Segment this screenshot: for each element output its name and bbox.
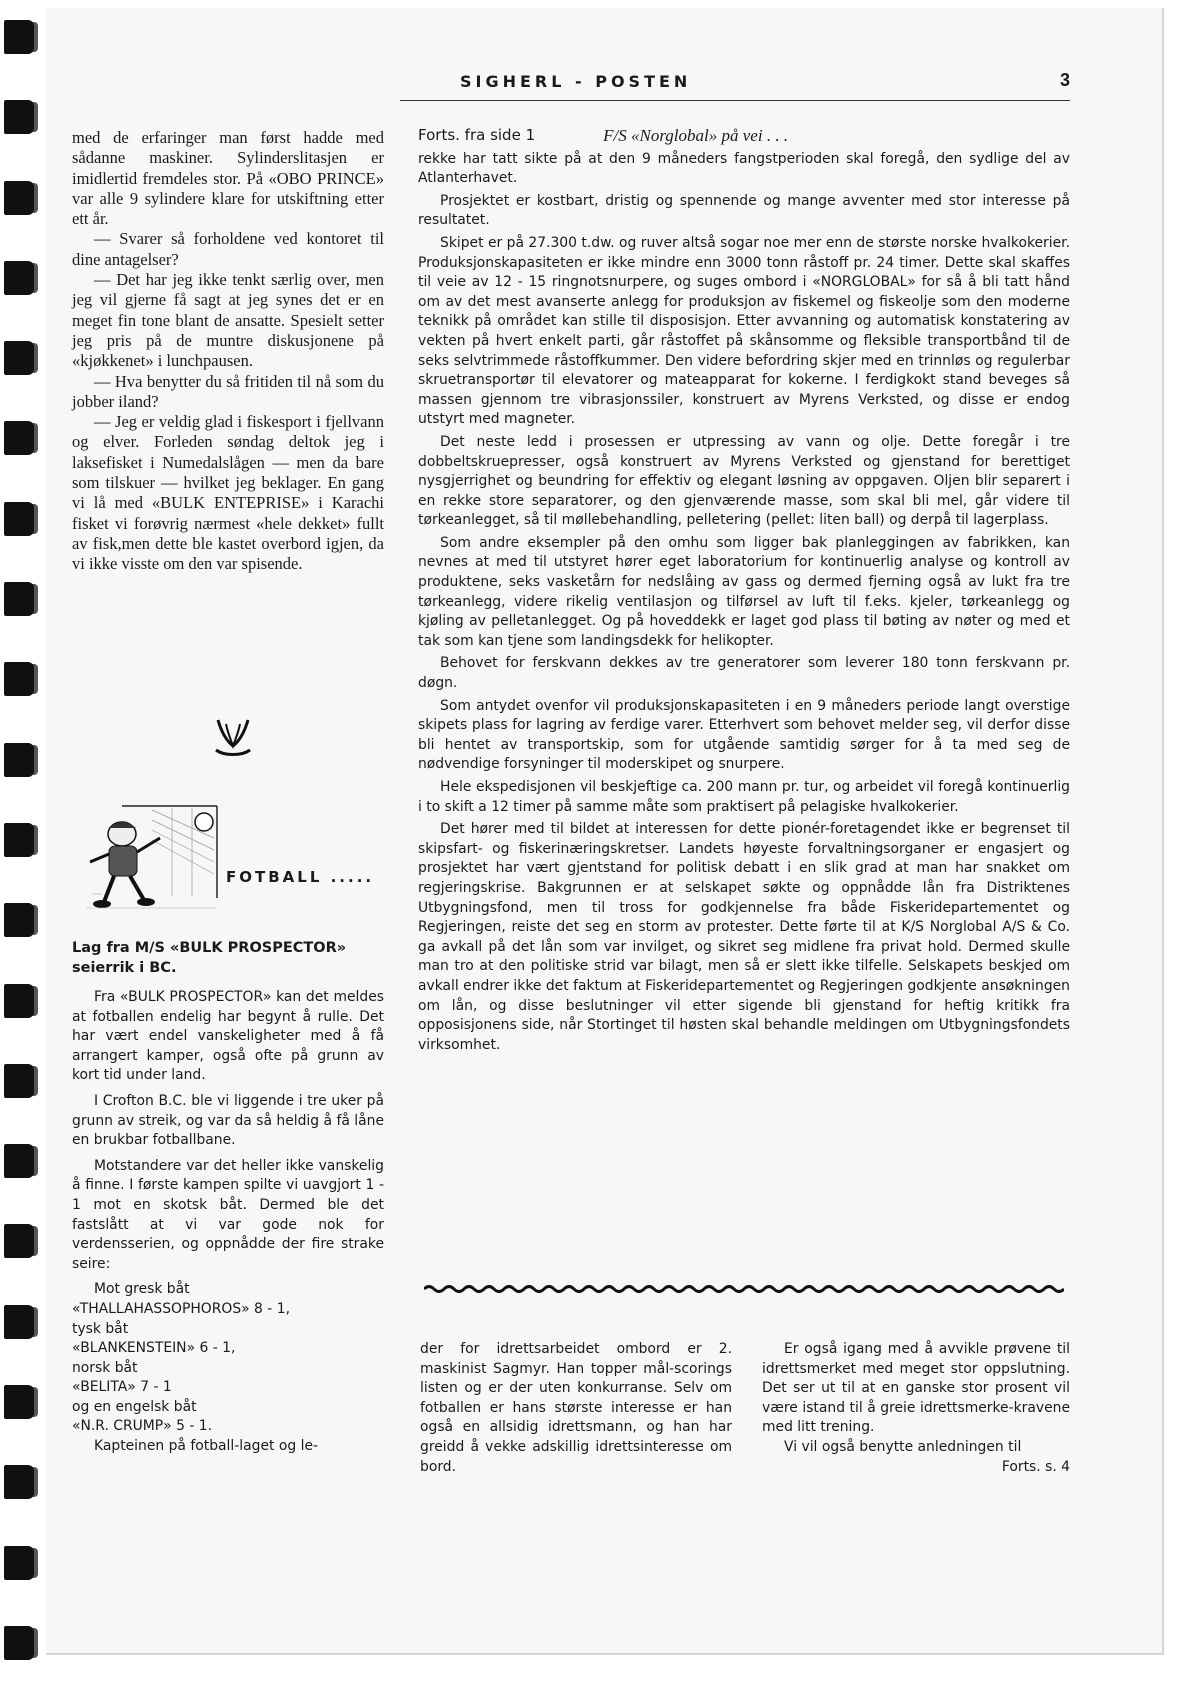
- fotball-heading: Lag fra M/S «BULK PROSPECTOR» seierrik i BC.: [72, 940, 347, 976]
- interview-paragraph: med de erfaringer man først hadde med sådanne maskiner. Sylinderslitasjen er imidlertid fremdeles stor. På «OBO PRINCE» var alle 9 sylindere klare for utskiftning etter ett år.: [72, 128, 384, 229]
- fotball-continuation-paragraph: der for idrettsarbeidet ombord er 2. maskinist Sagmyr. Han topper mål-scorings listen og er der uten konkurranse. Selv om fotballen er hans største interesse er han også en allsidig idrettsmann, og han har greidd å vekke adskillig idrettsinteresse om bord.: [420, 1341, 732, 1475]
- fotball-extra-column: [762, 1340, 1070, 1477]
- article-paragraph: rekke har tatt sikte på at den 9 måneders fangstperioden skal foregå, den sydlige del av Atlanterhavet.: [418, 150, 1070, 187]
- article-paragraph: Prosjektet er kostbart, dristig og spennende og mange avventer med stor interesse på resultatet.: [418, 192, 1070, 229]
- article-paragraph: Behovet for ferskvann dekkes av tre generatorer som leverer 180 tonn ferskvann pr. døgn.: [418, 655, 1070, 692]
- result-line: «THALLAHASSOPHOROS» 8 - 1,: [72, 1300, 290, 1317]
- continued-note: Forts. s. 4: [1001, 1458, 1070, 1475]
- newsletter-title: SIGHERL - POSTEN: [460, 72, 692, 91]
- interview-column: [72, 128, 384, 575]
- fotball-closing-line: Kapteinen på fotball-laget og le-: [94, 1438, 318, 1455]
- fotball-extra-paragraph: Er også igang med å avvikle prøvene til idrettsmerket med meget stor oppslutning. Det ser ut til at en ganske stor prosent vil være istand til å greie idrettsmerke-kravene med litt trening.: [762, 1341, 1070, 1436]
- result-line: «BELITA» 7 - 1: [72, 1379, 172, 1396]
- wavy-divider-icon: [424, 1284, 1064, 1294]
- fotball-section-label: FOTBALL .....: [226, 868, 375, 886]
- article-paragraph: Det hører med til bildet at interessen for dette pionér-foretagendet ikke er begrenset til skipsfart- og fiskerinæringskretser. Landets høyeste forvaltningsorganer er engasjert og prosjektet har vært gjentstand for politisk debatt i en slik grad at man har snakket om regjeringskrise. Bakgrunnen er at selskapet søkte og oppnådde lån fra Distriktenes Utbygningsfond, men til tross for godkjennelse fra både Fiskeridepartementet og Regjeringen, reiste det seg en storm av protester. Dette førte til at K/S Norglobal A/S & Co. ga avkall på det lån som var invilget, og sikret seg midlene fra privat hold. Dermed skulle man tro at den politiske strid var bilagt, men så er slett ikke tilfelle. Selskapets beskjed om avkall endrer ikke det faktum at Fiskeridepartementet og Regjeringen godkjente ansøkningen om lån, og disse beslutninger vil etter sigende bli gjenstand for heftig kritikk fra opposisjonens side, når Stortinget til høsten skal behandle meldingen om Utbygningsfondets virksomhet.: [418, 821, 1070, 1053]
- continued-from-label: Forts. fra side 1: [418, 126, 536, 144]
- interview-paragraph: — Jeg er veldig glad i fiskesport i fjellvann og elver. Forleden søndag deltok jeg i laksefisket i Numedalslågen — men da bare som tilskuer — hvilket jeg beklager. En gang vi lå med «BULK ENTEPRISE» i Karachi fisket vi forøvrig nærmest «hele dekket» fullt av fisk,men dette ble kastet overbord igjen, da vi ikke visste om den var spisende.: [72, 412, 384, 574]
- interview-paragraph: — Svarer så forholdene ved kontoret til dine antagelser?: [72, 229, 384, 269]
- page-number: 3: [1059, 70, 1070, 90]
- fotball-continuation: [420, 1340, 732, 1477]
- article-paragraph: Det neste ledd i prosessen er utpressing av vann og olje. Dette foregår i tre dobbeltskruepresser, også konstruert av Myrens Verksted og gjenstand for berettiget nysgjerrighet og beundring for effektiv og elegant løsning av oppgaven. Oljen blir separert i en rekke store separatorer, og den gjenværende masse, som skal bli mel, går videre til tørkeanlegget, så til møllebehandling, pelletering (pellet: liten ball) og derpå til lagerplass.: [418, 433, 1070, 529]
- spiral-binding: [0, 20, 48, 1660]
- article-paragraph: Hele ekspedisjonen vil beskjeftige ca. 200 mann pr. tur, og arbeidet vil foregå kontinuerlig i to skift a 12 timer på samme måte som praktisert på pelagiske hvalkokerier.: [418, 779, 1070, 815]
- flourish-emblem-icon: [212, 716, 254, 760]
- football-player-cartoon: [82, 798, 222, 913]
- result-line: og en engelsk båt: [72, 1398, 197, 1415]
- fotball-extra-paragraph: Vi vil også benytte anledningen til: [784, 1438, 1022, 1455]
- article-title: F/S «Norglobal» på vei . . .: [603, 126, 789, 145]
- fotball-column: [72, 988, 384, 1457]
- fotball-paragraph: Fra «BULK PROSPECTOR» kan det meldes at fotballen endelig har begynt å rulle. Det har vært endel vanskeligheter med å få arrangert kamper, også ofte på grunn av kort tid under land.: [72, 989, 384, 1084]
- article-paragraph: Som antydet ovenfor vil produksjonskapasiteten i en 9 måneders periode langt overstige skipets plass for lagring av ferdige varer. Etterhvert som behovet melder seg, vil derfor disse bli hentet av transportskip, som for utgående samtidig sørger for å ta med seg de nødvendige forsyninger til moderskipet og snurpere.: [418, 697, 1070, 773]
- result-line: tysk båt: [72, 1320, 129, 1337]
- result-line: norsk båt: [72, 1359, 138, 1376]
- result-line: Mot gresk båt: [94, 1281, 190, 1298]
- article-paragraph: Som andre eksempler på den omhu som ligger bak planleggingen av fabrikken, kan nevnes at med til utstyret hører eget laboratorium for kontinuerlig analyse og kontroll av produktene, seks vasketårn for nedslåing av gass og dermed fjerning også av lukt fra tre tørkeanlegg, videre rikelig ventilasjon og tilførsel av luft til f.eks. kjeler, tørkeanlegg og kjøling av pelletanlegget. Og på hoveddekk er laget god plass til bøting av nøter og med et tak som kan tjene som landingsdekk for helikopter.: [418, 534, 1070, 649]
- article-paragraph: Skipet er på 27.300 t.dw. og ruver altså sogar noe mer enn de største norske hvalkokerier. Produksjonskapasiteten er ikke mindre enn 3000 tonn råstoff pr. 24 timer. Dette skal skaffes til veie av 12 - 15 ringnotsnurpere, og suges ombord i «NORGLOBAL» for så å bli tatt hånd om av det mest avanserte anlegg for produksjon av fiskemel og fiskeolje som den moderne teknikk på området kan stille til disposisjon. Etter avvanning og automatisk konstatering av vekten på hvert enkelt parti, går råstoffet på skånsomme og fleksible transportbånd til de seks selvtrimmede råstoffkummer. Den videre befordring skjer med en trinnløs og regulerbar skruetransportør til elevatorer og mateapparat for kokerne. I ferdigkokt stand beveges så massen gjennom tre vibrasjonssiler, konstruert av Myrens Verksted, og disse er endog utstyrt med magneter.: [418, 234, 1070, 428]
- fotball-paragraph: Motstandere var det heller ikke vanskelig å finne. I første kampen spilte vi uavgjort 1 - 1 mot en skotsk båt. Dermed ble det fastslått at vi var gode nok for verdensserien, og oppnådde der fire strake seire:: [72, 1157, 384, 1272]
- fotball-paragraph: I Crofton B.C. ble vi liggende i tre uker på grunn av streik, og var da så heldig å få låne en brukbar fotballbane.: [72, 1092, 384, 1149]
- result-line: «N.R. CRUMP» 5 - 1.: [72, 1418, 213, 1435]
- result-line: «BLANKENSTEIN» 6 - 1,: [72, 1340, 236, 1357]
- page-header: [400, 70, 1070, 101]
- interview-paragraph: — Hva benytter du så fritiden til nå som du jobber iland?: [72, 371, 384, 411]
- article-header-line: [418, 126, 1070, 146]
- norglobal-article: [418, 126, 1070, 1058]
- interview-paragraph: — Det har jeg ikke tenkt særlig over, men jeg vil gjerne få sagt at jeg synes det er en meget fin tone blant de ansatte. Spesielt setter jeg pris på de muntre diskusjonene på «kjøkkenet» i lunchpausen.: [72, 270, 384, 371]
